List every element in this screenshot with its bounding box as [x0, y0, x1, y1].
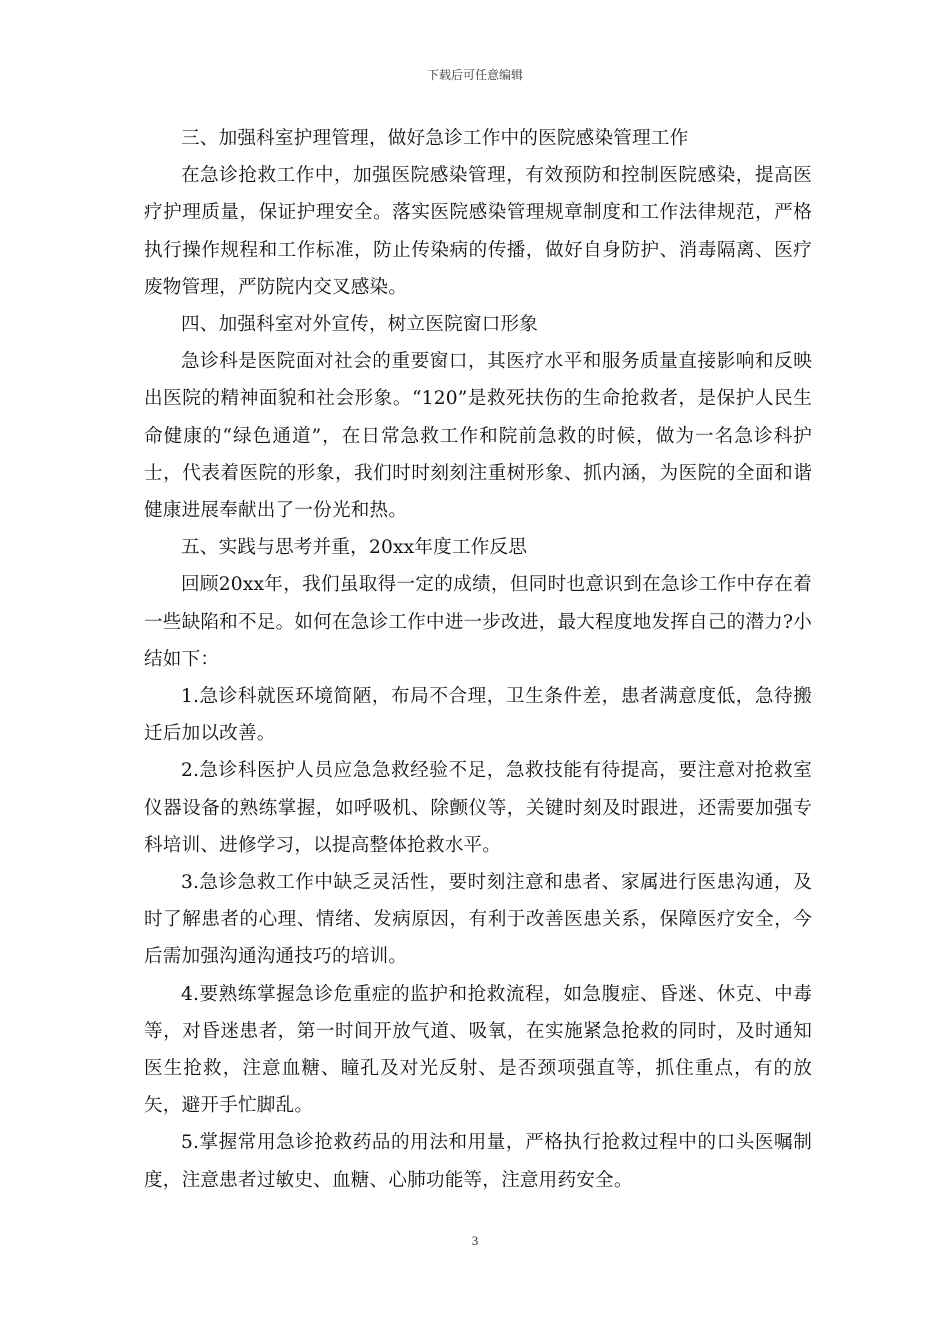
- page-header-note: 下载后可任意编辑: [426, 68, 523, 82]
- section-heading-5: 五、实践与思考并重，20xx年度工作反思: [181, 537, 528, 559]
- section-heading-4: 四、加强科室对外宣传，树立医院窗口形象: [181, 314, 539, 336]
- document-body: [144, 120, 812, 1199]
- list-item-4: 4.要熟练掌握急诊危重症的监护和抢救流程，如急腹症、昏迷、休克、中毒等，对昏迷患者，第一时间开放气道、吸氧，在实施紧急抢救的同时，及时通知医生抢救，注意血糖、瞳孔及对光反射、是否颈项强直等，抓住重点，有的放矢，避开手忙脚乱。: [144, 983, 812, 1117]
- list-item-3: 3.急诊急救工作中缺乏灵活性，要时刻注意和患者、家属进行医患沟通，及时了解患者的心理、情绪、发病原因，有利于改善医患关系，保障医疗安全，今后需加强沟通沟通技巧的培训。: [144, 872, 812, 968]
- list-item-2: 2.急诊科医护人员应急急救经验不足，急救技能有待提高，要注意对抢救室仪器设备的熟练掌握，如呼吸机、除颤仪等，关键时刻及时跟进，还需要加强专科培训、进修学习，以提高整体抢救水平。: [144, 760, 812, 856]
- list-item-1: 1.急诊科就医环境简陋，布局不合理，卫生条件差，患者满意度低，急待搬迁后加以改善。: [144, 686, 812, 745]
- paragraph: 回顾20xx年，我们虽取得一定的成绩，但同时也意识到在急诊工作中存在着一些缺陷和不足。如何在急诊工作中进一步改进，最大程度地发挥自己的潜力?小结如下：: [144, 574, 812, 670]
- list-item-5: 5.掌握常用急诊抢救药品的用法和用量，严格执行抢救过程中的口头医嘱制度，注意患者过敏史、血糖、心肺功能等，注意用药安全。: [144, 1132, 812, 1191]
- section-heading-3: 三、加强科室护理管理，做好急诊工作中的医院感染管理工作: [181, 128, 689, 149]
- paragraph: 在急诊抢救工作中，加强医院感染管理，有效预防和控制医院感染，提高医疗护理质量，保证护理安全。落实医院感染管理规章制度和工作法律规范，严格执行操作规程和工作标准，防止传染病的传播，做好自身防护、消毒隔离、医疗废物管理，严防院内交叉感染。: [144, 165, 812, 298]
- paragraph: 急诊科是医院面对社会的重要窗口，其医疗水平和服务质量直接影响和反映出医院的精神面貌和社会形象。“120”是救死扶伤的生命抢救者，是保护人民生命健康的“绿色通道”，在日常急救工作和院前急救的时候，做为一名急诊科护士，代表着医院的形象，我们时时刻刻注重树形象、抓内涵，为医院的全面和谐健康进展奉献出了一份光和热。: [144, 351, 812, 522]
- page-number: 3: [471, 1233, 479, 1248]
